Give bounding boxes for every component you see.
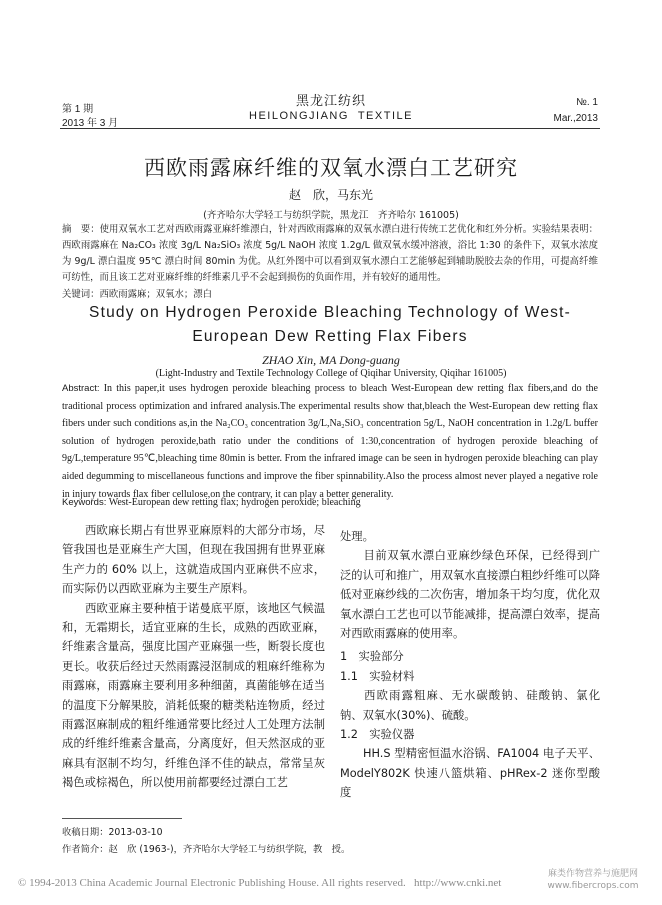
abstract-en <box>62 380 598 503</box>
affiliation-cn: (齐齐哈尔大学轻工与纺织学院，黑龙江 齐齐哈尔 161005) <box>203 210 459 221</box>
issue-en: №. 1 <box>576 97 598 108</box>
authors-cn: 赵 欣，马东光 <box>288 188 373 202</box>
subsection-heading: 1.1 实验材料 <box>340 669 415 683</box>
journal-title-en: HEILONGJIANG TEXTILE <box>249 110 413 122</box>
abstract-en-label: Abstract: <box>62 383 100 394</box>
paragraph-text: HH.S 型精密恒温水浴锅、FA1004 电子天平、ModelY802K 快速八篮烘箱、pHRex-2 迷你型酸度 <box>340 747 600 800</box>
paper-title-en: Study on Hydrogen Peroxide Bleaching Technology of West-European Dew Retting Flax Fibers <box>89 304 571 345</box>
footnote-rule <box>62 818 182 819</box>
paragraph-text: 西欧麻长期占有世界亚麻原料的大部分市场，尽管我国也是亚麻生产大国，但现在我国拥有世界亚麻生产力的 60% 以上，这就造成国内亚麻供不应求，而实际仍以西欧亚麻为主要生产原料。 <box>62 524 325 596</box>
paper-title-cn: 西欧雨露麻纤维的双氧水漂白工艺研究 <box>144 156 518 180</box>
journal-title-cn: 黑龙江纺织 <box>295 94 366 109</box>
paragraph <box>340 686 600 725</box>
copyright-line: © 1994-2013 China Academic Journal Electronic Publishing House. All rights reserved. http://www.cnki.net <box>18 877 502 889</box>
author-bio: 作者简介：赵 欣 (1963-)，齐齐哈尔大学轻工与纺织学院，教 授。 <box>62 844 351 855</box>
date-cn: 2013 年 3 月 <box>62 118 119 129</box>
body-right-column <box>340 527 600 803</box>
authors-en: ZHAO Xin, MA Dong-guang <box>262 353 400 367</box>
abstract-en-text: In this paper,it uses hydrogen peroxide bleaching process to bleach West-European dew retting flax fibers,and do the traditional process optimization and infrared analysis.The experimental results show that,bleach the West-European dew retting flax fibers under such conditions as,in the Na₂CO₃ concentration 3g/L,Na₂SiO₃ concentration 5g/L, NaOH concentration in 1.2g/L buffer solution of hydrogen peroxide,bath ratio under the conditions of 1:30,concentration of hydrogen peroxide bleaching of 9g/L,temperature 95℃,bleaching time 80min is better. From the infrared image can be seen in hydrogen peroxide bleaching can play aided degumming to miscellaneous functions and improve the fiber spinnability.Also the process almost never played a negative role in injury towards flax fiber cellulose,on the contrary, it can play a better generality. <box>62 383 599 500</box>
paragraph-continuation: 处理。 <box>340 530 374 543</box>
keywords-cn: 关键词：西欧雨露麻；双氧水；漂白 <box>62 289 213 300</box>
affiliation-en: (Light-Industry and Textile Technology College of Qiqihar University, Qiqihar 161005) <box>155 368 507 379</box>
body-left-column <box>62 521 325 793</box>
watermark: 麻类作物营养与施肥网 www.fibercrops.com <box>547 869 639 891</box>
keywords-en-text: West-European dew retting flax; hydrogen peroxide; bleaching <box>108 497 361 508</box>
paragraph <box>62 599 325 793</box>
paragraph-text: 西欧雨露粗麻、无水碳酸钠、硅酸钠、氯化钠、双氧水(30%)、硫酸。 <box>340 689 600 722</box>
issue-cn: 第 1 期 <box>62 104 94 115</box>
subsection-heading: 1.2 实验仪器 <box>340 728 415 742</box>
paragraph <box>340 546 600 643</box>
header-rule <box>60 128 600 129</box>
date-en: Mar.,2013 <box>553 113 598 124</box>
keywords-en-label: Keywords: <box>62 497 107 508</box>
paragraph-text: 西欧亚麻主要种植于诺曼底平原，该地区气候温和，无霜期长，适宜亚麻的生长，成熟的西欧亚麻，纤维素含量高，强度比国产亚麻强一些，断裂长度也更长。收获后经过天然雨露浸沤制成的粗麻纤维称为雨露麻，雨露麻主要利用多种细菌，真菌能够在适当的温度下分解果胶，消耗低聚的糖类粘连物质，经过雨露沤麻制成的粗纤维通常要比经过人工处理方法制成的纤维纤维素含量高，分离度好，但天然沤成的亚麻具有沤制不均匀，纤维色泽不佳的缺点，常常呈灰褐色或棕褐色，所以使用前都要经过漂白工艺 <box>62 601 325 790</box>
abstract-cn: 摘 要：使用双氧水工艺对西欧雨露亚麻纤维漂白，针对西欧雨露麻的双氧水漂白进行传统工艺优化和红外分析。实验结果表明：西欧雨露麻在 Na₂CO₃ 浓度 3g/L Na₂SiO₃ 浓度 5g/L NaOH 浓度 1.2g/L 做双氧水缓冲溶液，浴比 1:30 的条件下，双氧水浓度为 9g/L 漂白温度 95℃ 漂白时间 80min 为优。从红外图中可以看到双氧水漂白工艺能够起到辅助脱胶去杂的作用，可提高纤维可纺性，而且该工艺对亚麻纤维的纤维素几乎不会起到损伤的负面作用，并有较好的通用性。 <box>62 224 598 283</box>
paragraph <box>340 744 600 802</box>
paragraph-text: 目前双氧水漂白亚麻纱绿色环保，已经得到广泛的认可和推广，用双氧水直接漂白粗纱纤维可以降低对亚麻纱线的二次伤害，增加条干均匀度，优化双氧水漂白工艺也可以节能减排，提高漂白效率，提高对西欧雨露麻的使用率。 <box>340 549 600 641</box>
keywords-en <box>62 494 598 512</box>
received-date: 收稿日期：2013-03-10 <box>62 827 163 838</box>
section-heading: 1 实验部分 <box>340 650 404 664</box>
paragraph <box>62 521 325 599</box>
